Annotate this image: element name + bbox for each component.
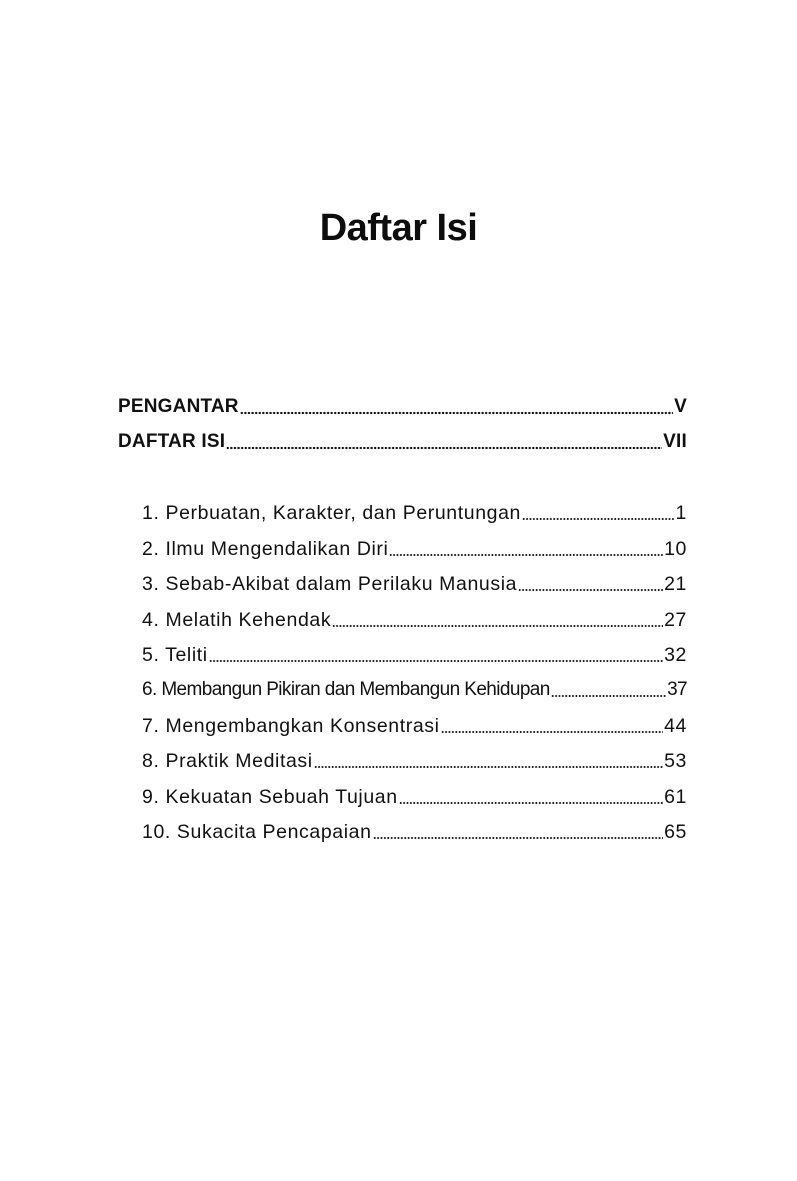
toc-entry-chapter-1[interactable] — [142, 499, 687, 527]
toc-entry-page: VII — [663, 431, 687, 452]
page-title: Daftar Isi — [319, 207, 478, 249]
toc-entry-chapter-2[interactable] — [142, 535, 687, 563]
toc-entry-page: 53 — [664, 750, 687, 772]
toc-entry-page: 1 — [675, 502, 687, 524]
dot-leader — [441, 730, 664, 734]
toc-entry-page: 27 — [664, 609, 687, 631]
dot-leader — [373, 836, 664, 840]
dot-leader — [314, 765, 663, 769]
toc-entry-page: 65 — [664, 821, 687, 843]
toc-entry-daftar-isi[interactable] — [118, 428, 687, 456]
dot-leader — [518, 588, 663, 592]
dot-leader — [332, 624, 663, 628]
dot-leader — [522, 517, 675, 521]
dot-leader — [399, 801, 663, 805]
toc-entry-page: 61 — [664, 786, 687, 808]
toc-entry-page: 10 — [664, 538, 687, 560]
toc-entry-chapter-6[interactable] — [142, 676, 687, 704]
toc-entry-chapter-7[interactable] — [142, 712, 687, 740]
toc-entry-label: 2. Ilmu Mengendalikan Diri — [142, 538, 389, 560]
toc-entry-page: 44 — [664, 715, 687, 737]
toc-entry-label: 4. Melatih Kehendak — [142, 609, 332, 631]
toc-entry-chapter-8[interactable] — [142, 747, 687, 775]
dot-leader — [551, 694, 666, 698]
toc-entry-label: 6. Membangun Pikiran dan Membangun Kehidupan — [142, 679, 550, 700]
toc-entry-label: 1. Perbuatan, Karakter, dan Peruntungan — [142, 502, 521, 524]
toc-entry-chapter-9[interactable] — [142, 783, 687, 811]
toc-entry-page: 32 — [664, 644, 687, 666]
dot-leader — [240, 411, 673, 415]
dot-leader — [226, 446, 662, 450]
dot-leader — [209, 659, 663, 663]
toc-entry-label: PENGANTAR — [118, 396, 239, 417]
toc-entry-chapter-3[interactable] — [142, 570, 687, 598]
toc-entry-label: 10. Sukacita Pencapaian — [142, 821, 372, 843]
toc-entry-page: 37 — [667, 679, 687, 700]
toc-entry-page: V — [674, 396, 687, 417]
toc-entry-label: 7. Mengembangkan Konsentrasi — [142, 715, 440, 737]
toc-entry-label: 9. Kekuatan Sebuah Tujuan — [142, 786, 398, 808]
toc-entry-label: 5. Teliti — [142, 644, 208, 666]
toc-entry-label: 8. Praktik Meditasi — [142, 750, 313, 772]
toc-entry-page: 21 — [664, 573, 687, 595]
toc-entry-pengantar[interactable] — [118, 393, 687, 421]
toc-entry-chapter-4[interactable] — [142, 606, 687, 634]
toc-entry-label: DAFTAR ISI — [118, 431, 226, 452]
toc-entry-chapter-10[interactable] — [142, 818, 687, 846]
toc-entry-label: 3. Sebab-Akibat dalam Perilaku Manusia — [142, 573, 518, 595]
toc-entry-chapter-5[interactable] — [142, 641, 687, 669]
dot-leader — [389, 553, 663, 557]
